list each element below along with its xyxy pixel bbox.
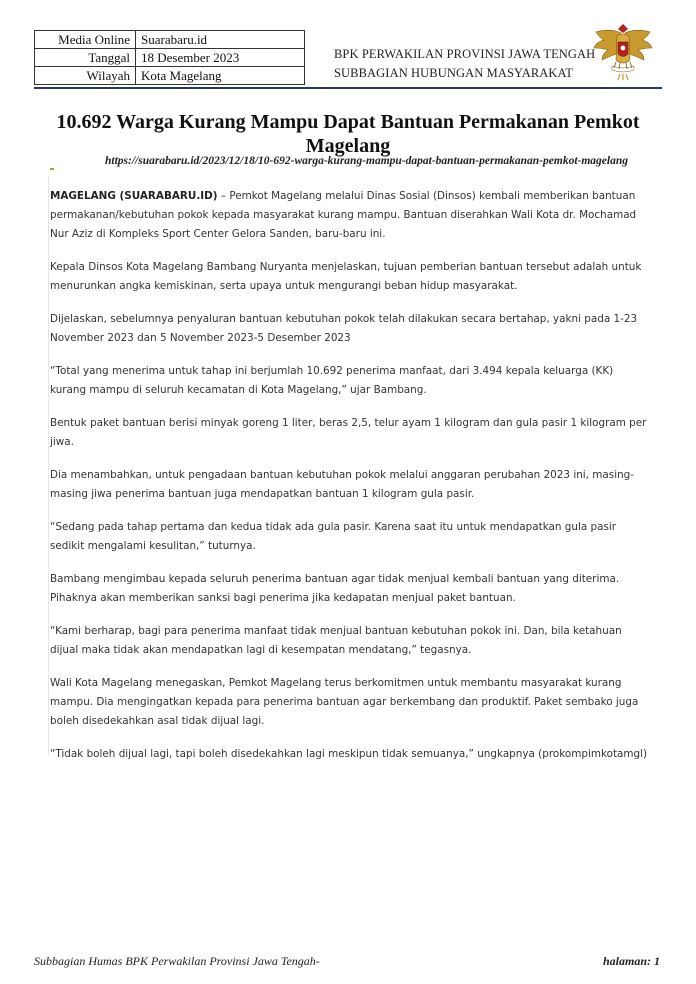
- metadata-table: [34, 30, 305, 85]
- org-header: [334, 45, 595, 83]
- meta-row-date: [35, 49, 305, 67]
- paragraph: Wali Kota Magelang menegaskan, Pemkot Magelang terus berkomitmen untuk membantu masyarakat kurang mampu. Dia mengingatkan kepada para penerima bantuan agar berkembang dan produktif. Paket sembako juga boleh disedekahkan asal tidak dijual lagi.: [50, 677, 639, 727]
- paragraph: Bambang mengimbau kepada seluruh penerima bantuan agar tidak menjual kembali bantuan yang diterima. Pihaknya akan memberikan sanksi bagi penerima jika kedapatan menjual paket bantuan.: [50, 573, 620, 604]
- org-name: BPK PERWAKILAN PROVINSI JAWA TENGAH: [334, 47, 596, 61]
- paragraph: Dijelaskan, sebelumnya penyaluran bantuan kebutuhan pokok telah dilakukan secara bertahap, yakni pada 1-23 November 2023 dan 5 November 2023-5 Desember 2023: [50, 313, 638, 344]
- marker-tick: [50, 168, 54, 170]
- paragraph: Dia menambahkan, untuk pengadaan bantuan kebutuhan pokok melalui anggaran perubahan 2023 ini, masing-masing jiwa penerima bantuan juga mendapatkan bantuan 1 kilogram gula pasir.: [50, 469, 635, 500]
- org-division: SUBBAGIAN HUBUNGAN MASYARAKAT: [334, 66, 574, 80]
- meta-value: 18 Desember 2023: [136, 49, 305, 67]
- meta-row-region: [35, 67, 305, 85]
- meta-value: Suarabaru.id: [136, 31, 305, 49]
- paragraph: “Kami berharap, bagi para penerima manfaat tidak menjual bantuan kebutuhan pokok ini. Dan, bila ketahuan dijual maka tidak akan mendapatkan lagi di kesempatan mendatang,” tegasnya.: [50, 625, 622, 656]
- meta-value: Kota Magelang: [136, 67, 305, 85]
- lead-paragraph: [50, 187, 651, 244]
- header-divider: [34, 87, 662, 89]
- article-url: https://suarabaru.id/2023/12/18/10-692-warga-kurang-mampu-dapat-bantuan-permakanan-pemkot-magelang: [105, 155, 628, 167]
- garuda-emblem-icon: [590, 18, 656, 84]
- page-number: halaman: 1: [602, 954, 660, 968]
- meta-row-media: [35, 31, 305, 49]
- margin-line: [48, 175, 49, 755]
- meta-label: Tanggal: [35, 49, 136, 67]
- paragraph: “Tidak boleh dijual lagi, tapi boleh disedekahkan lagi meskipun tidak semuanya,” ungkapnya (prokompimkotamgl): [50, 748, 648, 760]
- meta-label: Media Online: [35, 31, 136, 49]
- paragraph: Bentuk paket bantuan berisi minyak goreng 1 liter, beras 2,5, telur ayam 1 kilogram dan gula pasir 1 kilogram per jiwa.: [50, 417, 647, 448]
- meta-label: Wilayah: [35, 67, 136, 85]
- paragraph: “Sedang pada tahap pertama dan kedua tidak ada gula pasir. Karena saat itu untuk mendapatkan gula pasir sedikit mengalami kesulitan,” tuturnya.: [50, 521, 617, 552]
- dateline: MAGELANG (SUARABARU.ID): [50, 190, 218, 202]
- paragraph: Kepala Dinsos Kota Magelang Bambang Nuryanta menjelaskan, tujuan pemberian bantuan tersebut adalah untuk menurunkan angka kemiskinan, serta upaya untuk mengurangi beban hidup masyarakat.: [50, 261, 642, 292]
- lead-text: – Pemkot Magelang melalui Dinas Sosial (Dinsos) kembali memberikan bantuan permakanan/kebutuhan pokok kepada masyarakat kurang mampu. Bantuan diserahkan Wali Kota dr. Mochamad Nur Aziz di Kompleks Sport Center Gelora Sanden, baru-baru ini.: [50, 190, 637, 240]
- footer-org: Subbagian Humas BPK Perwakilan Provinsi Jawa Tengah-: [34, 954, 320, 968]
- article-title: 10.692 Warga Kurang Mampu Dapat Bantuan Permakanan Pemkot Magelang: [56, 111, 640, 157]
- paragraph: “Total yang menerima untuk tahap ini berjumlah 10.692 penerima manfaat, dari 3.494 kepala keluarga (KK) kurang mampu di seluruh kecamatan di Kota Magelang,” ujar Bambang.: [50, 365, 614, 396]
- article-body: [50, 187, 651, 778]
